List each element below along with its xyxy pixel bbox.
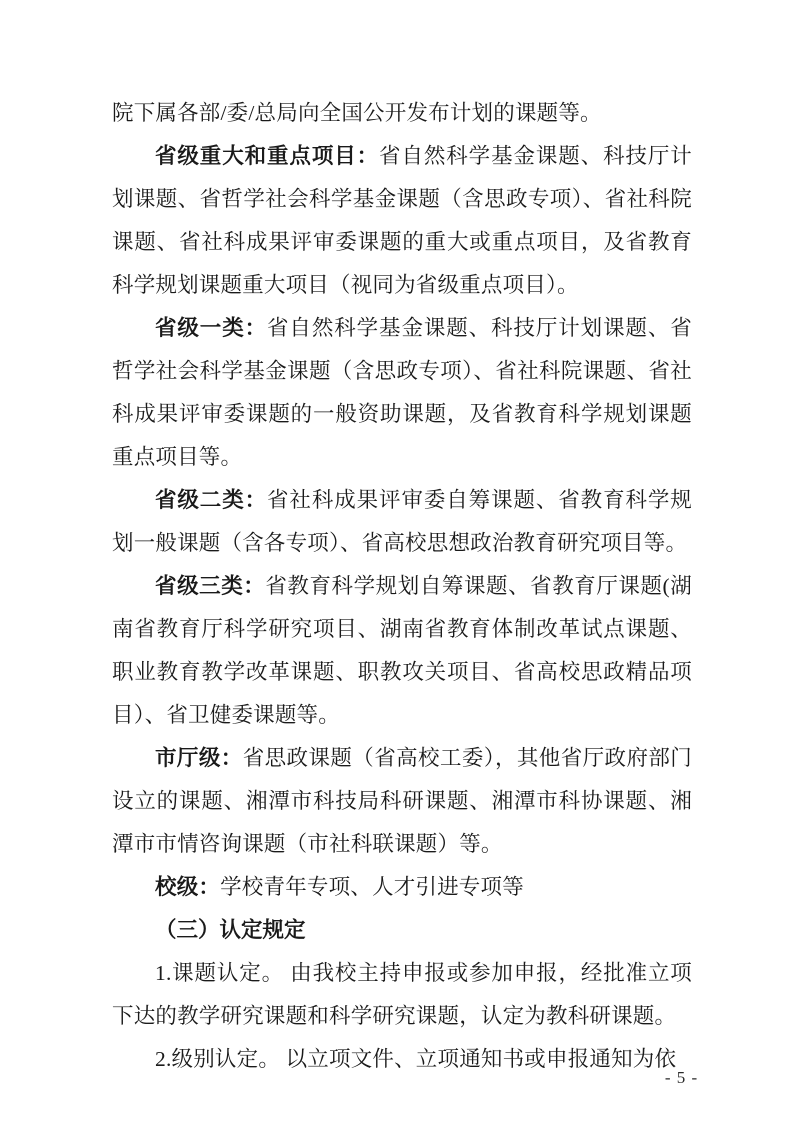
paragraph-label-provincial-class-2: 省级二类： bbox=[155, 488, 268, 512]
paragraph-item-1: 1.课题认定。 由我校主持申报或参加申报，经批准立项下达的教学研究课题和科学研究课题，认定为教科研课题。 bbox=[112, 961, 692, 1028]
paragraph-label-provincial-major-key: 省级重大和重点项目： bbox=[155, 144, 380, 168]
paragraph-label-provincial-class-3: 省级三类： bbox=[155, 574, 266, 598]
paragraph-label-municipal-bureau-level: 市厅级： bbox=[155, 746, 243, 770]
paragraph-label-provincial-class-1: 省级一类： bbox=[155, 316, 268, 340]
paragraph-text-provincial-class-3: 省教育科学规划自筹课题、省教育厅课题(湖南省教育厅科学研究项目、湖南省教育体制改革试点课题、职业教育教学改革课题、职教攻关项目、省高校思政精品项目）、省卫健委课题等。 bbox=[112, 574, 692, 727]
paragraph-provincial-class-2 bbox=[112, 479, 692, 565]
paragraph-provincial-class-1 bbox=[112, 307, 692, 479]
paragraph-text-municipal-bureau-level: 省思政课题（省高校工委），其他省厅政府部门设立的课题、湘潭市科技局科研课题、湘潭市科协课题、湘潭市市情咨询课题（市社科联课题）等。 bbox=[112, 746, 693, 856]
document-body bbox=[112, 92, 692, 1081]
paragraph-continuation: 院下属各部/委/总局向全国公开发布计划的课题等。 bbox=[112, 101, 602, 125]
page-footer bbox=[0, 1068, 793, 1088]
paragraph-text-provincial-class-1: 省自然科学基金课题、科技厅计划课题、省哲学社会科学基金课题（含思政专项）、省社科院课题、省社科成果评审委课题的一般资助课题，及省教育科学规划课题重点项目等。 bbox=[112, 316, 692, 469]
paragraph-provincial-major-key bbox=[112, 135, 692, 307]
page-number: - 5 - bbox=[664, 1068, 699, 1087]
paragraph-text-provincial-major-key: 省自然科学基金课题、科技厅计划课题、省哲学社会科学基金课题（含思政专项）、省社科院课题、省社科成果评审委课题的重大或重点项目，及省教育科学规划课题重大项目（视同为省级重点项目）。 bbox=[112, 144, 692, 297]
paragraph-provincial-class-3 bbox=[112, 565, 692, 737]
paragraph-text-provincial-class-2: 省社科成果评审委自筹课题、省教育科学规划一般课题（含各专项）、省高校思想政治教育研究项目等。 bbox=[112, 488, 692, 555]
section-heading-recognition-rules: （三）认定规定 bbox=[155, 918, 306, 942]
paragraph-item-2: 2.级别认定。 以立项文件、立项通知书或申报通知为依 bbox=[155, 1047, 677, 1071]
paragraph-text-school-level: 学校青年专项、人才引进专项等 bbox=[220, 875, 524, 899]
paragraph-label-school-level: 校级： bbox=[155, 875, 221, 899]
paragraph-school-level bbox=[112, 866, 692, 909]
paragraph-municipal-bureau-level bbox=[112, 737, 692, 866]
